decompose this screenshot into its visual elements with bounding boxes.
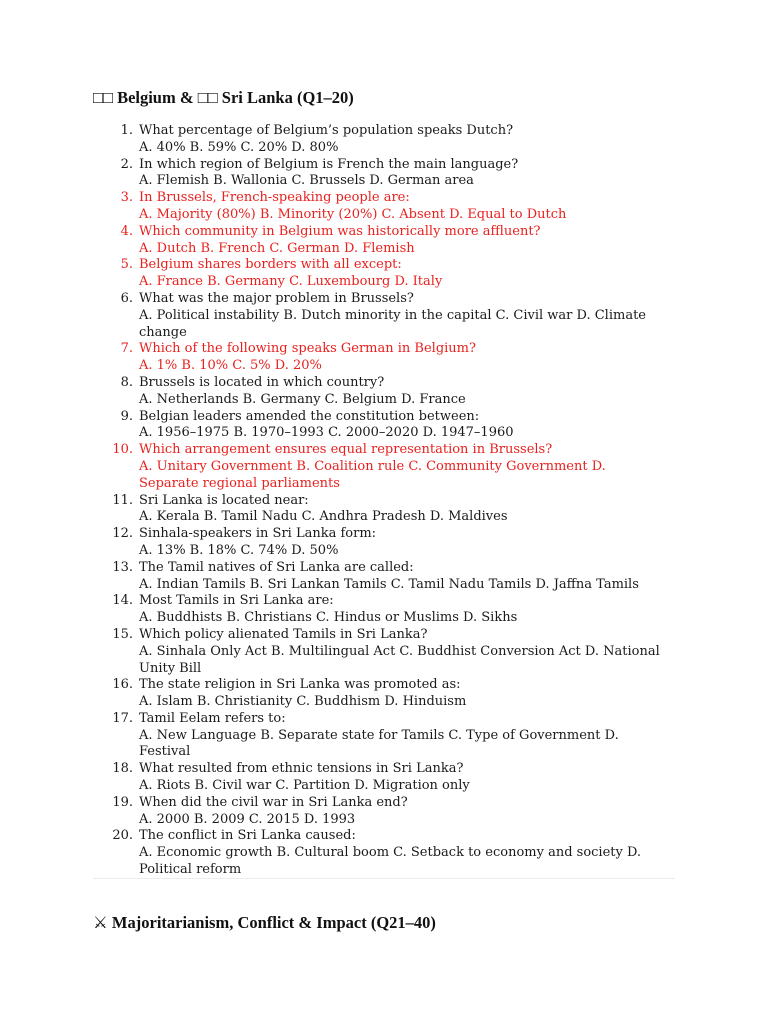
- question-text: Sinhala-speakers in Sri Lanka form:: [139, 526, 377, 542]
- question-text: Brussels is located in which country?: [139, 374, 385, 390]
- question-text: Belgian leaders amended the constitution between:: [139, 408, 480, 424]
- question-number: 11.: [112, 492, 133, 508]
- question-number: 16.: [112, 677, 133, 693]
- question-text: When did the civil war in Sri Lanka end?: [139, 794, 408, 810]
- question-list: [93, 123, 663, 879]
- section-divider: [93, 878, 675, 879]
- answer-options: A. Islam B. Christianity C. Buddhism D. Hinduism: [139, 694, 467, 710]
- question-number: 9.: [120, 408, 133, 424]
- question-item: [93, 442, 663, 492]
- question-text: In Brussels, French-speaking people are:: [139, 190, 410, 206]
- question-text: What resulted from ethnic tensions in Sri Lanka?: [139, 761, 464, 777]
- question-number: 18.: [112, 761, 133, 777]
- question-item: [93, 257, 663, 291]
- question-number: 13.: [112, 559, 133, 575]
- question-item: [93, 677, 663, 711]
- question-number: 7.: [120, 341, 133, 357]
- answer-options: A. Riots B. Civil war C. Partition D. Migration only: [139, 778, 470, 794]
- question-number: 19.: [112, 794, 133, 810]
- question-text: Most Tamils in Sri Lanka are:: [139, 593, 334, 609]
- question-text: The Tamil natives of Sri Lanka are called:: [139, 559, 414, 575]
- question-number: 4.: [120, 223, 133, 239]
- question-number: 8.: [120, 374, 133, 390]
- question-item: [93, 190, 663, 224]
- question-item: [93, 291, 663, 341]
- question-text: What was the major problem in Brussels?: [139, 290, 414, 306]
- question-item: [93, 828, 663, 878]
- question-number: 20.: [112, 828, 133, 844]
- question-item: [93, 761, 663, 795]
- answer-options: A. Indian Tamils B. Sri Lankan Tamils C. Tamil Nadu Tamils D. Jaffna Tamils: [139, 576, 639, 592]
- question-item: [93, 526, 663, 560]
- question-text: Which community in Belgium was historically more affluent?: [139, 223, 541, 239]
- question-number: 5.: [120, 257, 133, 273]
- answer-options: A. New Language B. Separate state for Tamils C. Type of Government D. Festival: [139, 727, 619, 760]
- answer-options: A. Political instability B. Dutch minority in the capital C. Civil war D. Climate change: [139, 307, 646, 340]
- question-text: The state religion in Sri Lanka was promoted as:: [139, 677, 461, 693]
- answer-options: A. 13% B. 18% C. 74% D. 50%: [139, 542, 339, 558]
- question-item: [93, 341, 663, 375]
- question-text: Which of the following speaks German in Belgium?: [139, 341, 476, 357]
- question-item: [93, 795, 663, 829]
- question-number: 1.: [120, 123, 133, 138]
- question-number: 3.: [120, 190, 133, 206]
- question-number: 14.: [112, 593, 133, 609]
- answer-options: A. 40% B. 59% C. 20% D. 80%: [139, 139, 339, 155]
- crossed-swords-icon: ⚔: [93, 913, 108, 932]
- question-item: [93, 560, 663, 594]
- answer-options: A. Unitary Government B. Coalition rule C. Community Government D. Separate regional parliaments: [139, 458, 606, 491]
- answer-options: A. Netherlands B. Germany C. Belgium D. France: [139, 391, 466, 407]
- section-heading-belgium-sri-lanka: [93, 88, 354, 108]
- question-text: What percentage of Belgium’s population speaks Dutch?: [139, 123, 514, 138]
- question-item: [93, 493, 663, 527]
- question-item: [93, 711, 663, 761]
- question-text: Sri Lanka is located near:: [139, 492, 309, 508]
- question-text: Which policy alienated Tamils in Sri Lanka?: [139, 626, 428, 642]
- question-item: [93, 157, 663, 191]
- question-text: In which region of Belgium is French the main language?: [139, 156, 519, 172]
- question-number: 15.: [112, 626, 133, 642]
- answer-options: A. Flemish B. Wallonia C. Brussels D. German area: [139, 173, 474, 189]
- question-number: 10.: [112, 442, 133, 458]
- question-number: 12.: [112, 526, 133, 542]
- question-text: Tamil Eelam refers to:: [139, 710, 286, 726]
- question-item: [93, 409, 663, 443]
- answer-options: A. Sinhala Only Act B. Multilingual Act C. Buddhist Conversion Act D. National Unity Bill: [139, 643, 660, 676]
- flag-glyphs-icon: □□: [93, 88, 113, 107]
- answer-options: A. Kerala B. Tamil Nadu C. Andhra Pradesh D. Maldives: [139, 509, 508, 525]
- answer-options: A. Majority (80%) B. Minority (20%) C. Absent D. Equal to Dutch: [139, 206, 567, 222]
- question-number: 17.: [112, 710, 133, 726]
- answer-options: A. 1956–1975 B. 1970–1993 C. 2000–2020 D. 1947–1960: [139, 425, 514, 441]
- question-number: 2.: [120, 156, 133, 172]
- answer-options: A. Buddhists B. Christians C. Hindus or Muslims D. Sikhs: [139, 610, 518, 626]
- section-heading-majoritarianism: [93, 913, 436, 933]
- question-text: Which arrangement ensures equal representation in Brussels?: [139, 442, 553, 458]
- question-item: [93, 375, 663, 409]
- question-item: [93, 627, 663, 677]
- answer-options: A. France B. Germany C. Luxembourg D. Italy: [139, 274, 443, 290]
- question-item: [93, 224, 663, 258]
- question-number: 6.: [120, 290, 133, 306]
- answer-options: A. Dutch B. French C. German D. Flemish: [139, 240, 415, 256]
- question-text: Belgium shares borders with all except:: [139, 257, 402, 273]
- question-item: [93, 123, 663, 157]
- answer-options: A. 2000 B. 2009 C. 2015 D. 1993: [139, 811, 356, 827]
- answer-options: A. Economic growth B. Cultural boom C. Setback to economy and society D. Political reform: [139, 845, 642, 878]
- answer-options: A. 1% B. 10% C. 5% D. 20%: [139, 358, 322, 374]
- section-heading-text: Majoritarianism, Conflict & Impact (Q21–40): [111, 913, 436, 932]
- section-heading-text: Belgium & □□ Sri Lanka (Q1–20): [117, 88, 354, 107]
- question-text: The conflict in Sri Lanka caused:: [139, 828, 356, 844]
- question-item: [93, 593, 663, 627]
